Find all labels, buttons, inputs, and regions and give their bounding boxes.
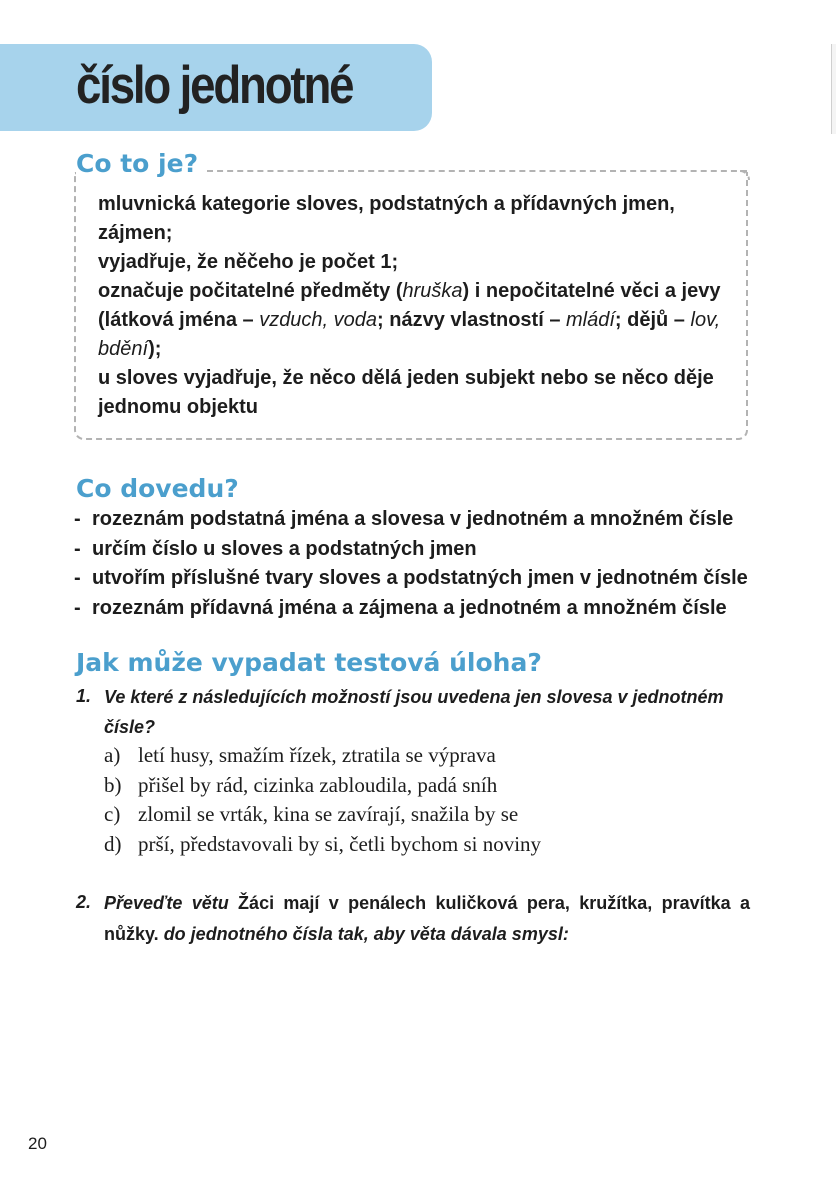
option-a: a) letí husy, smažím řízek, ztratila se výprava [104, 743, 496, 767]
option-d: d) prší, představovali by si, četli bychom si noviny [104, 831, 542, 856]
definition-line-4: u sloves vyjadřuje, že něco dělá jeden subjekt nebo se něco děje jednomu objektu [98, 367, 714, 418]
page-title: číslo jednotné [76, 56, 353, 115]
list-item: - rozeznám podstatná jména a slovesa v jednotném a množném čísle [74, 508, 734, 530]
heading-what-is-it: Co to je? [76, 149, 199, 178]
page-edge-mark [831, 44, 836, 134]
definition-line-1: mluvnická kategorie sloves, podstatných a přídavných jmen, zájmen; [98, 193, 675, 244]
heading-test-task: Jak může vypadat testová úloha? [76, 648, 542, 677]
list-item: - určím číslo u sloves a podstatných jmen [74, 537, 477, 560]
heading-skills: Co dovedu? [76, 474, 239, 503]
definition-line-2: vyjadřuje, že něčeho je počet 1; [98, 251, 399, 273]
skills-list [74, 505, 748, 623]
question-1-text: Ve které z následujících možností jsou uvedena jen slovesa v jednotném čísle? [104, 687, 724, 737]
question-2-number: 2. [76, 892, 92, 912]
question-2-text: Převeďte větu Žáci mají v penálech kuličková pera, kružítka, pravítka a nůžky. do jednotného čísla tak, aby věta dávala smysl: [104, 893, 750, 944]
list-item: - utvořím příslušné tvary sloves a podstatných jmen v jednotném čísle [74, 567, 748, 589]
option-b: b) přišel by rád, cizinka zabloudila, padá sníh [104, 772, 498, 797]
definition-line-3: označuje počitatelné předměty (hruška) i nepočitatelné věci a jevy (látková jména – vzduch, voda; názvy vlastností – mládí; dějů – lov, bdění); [98, 280, 721, 360]
definition-text [98, 190, 738, 422]
option-c: c) zlomil se vrták, kina se zavírají, snažila by se [104, 802, 519, 826]
page-number: 20 [28, 1134, 47, 1153]
question-1-options [104, 741, 541, 859]
question-1-number: 1. [76, 686, 92, 706]
list-item: - rozeznám přídavná jména a zájmena a jednotném a množném čísle [74, 596, 727, 619]
